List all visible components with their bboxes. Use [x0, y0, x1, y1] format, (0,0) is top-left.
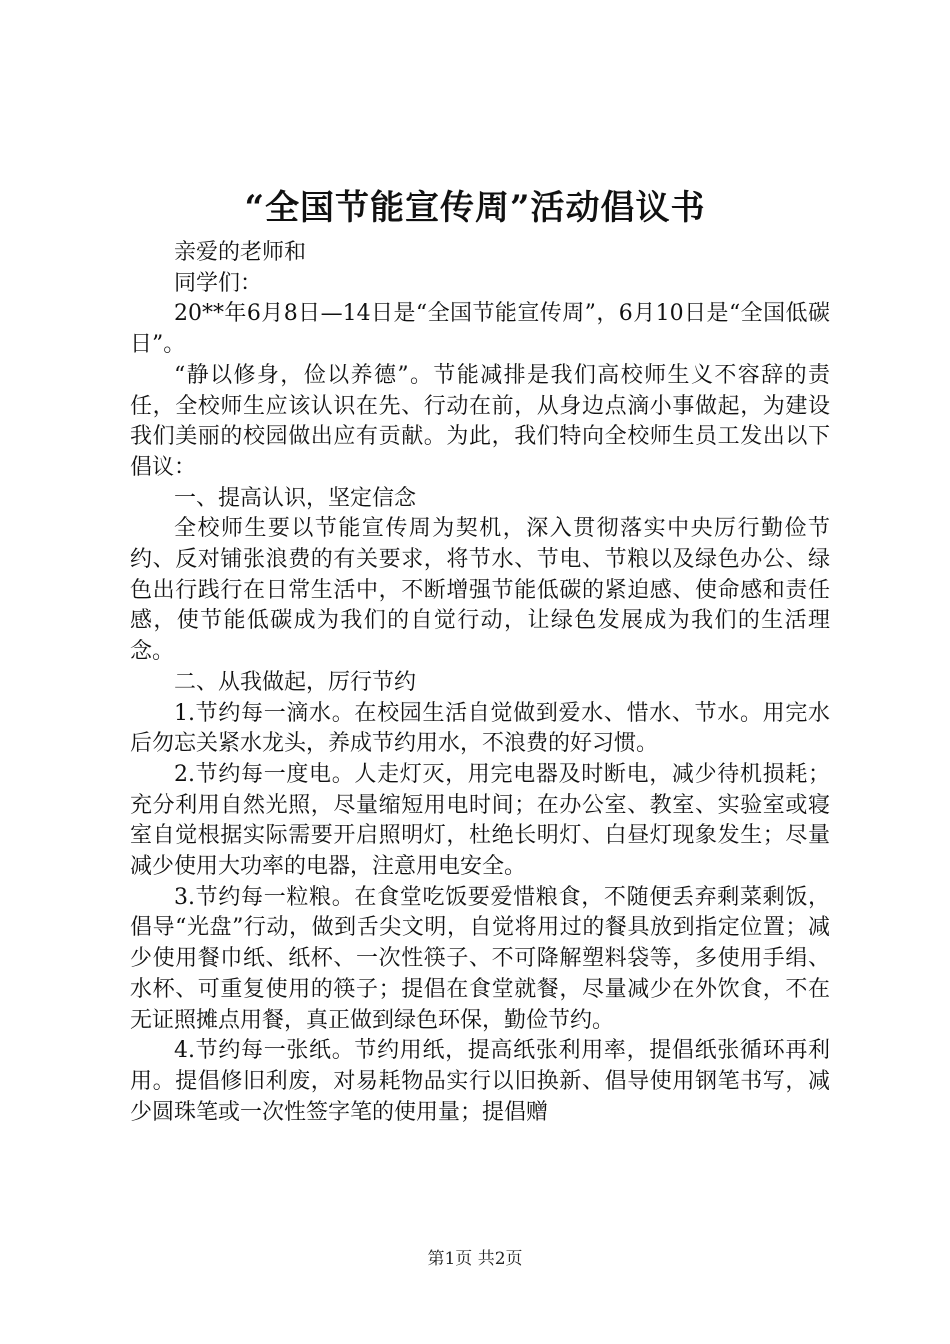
document-body [130, 238, 830, 1128]
paragraph-food: 3.节约每一粒粮。在食堂吃饭要爱惜粮食，不随便丢弃剩菜剩饭，倡导“光盘”行动，做到舌尖文明，自觉将用过的餐具放到指定位置；减少使用餐巾纸、纸杯、一次性筷子、不可降解塑料袋等，多使用手绢、水杯、可重复使用的筷子；提倡在食堂就餐，尽量减少在外饮食，不在无证照摊点用餐，真正做到绿色环保，勤俭节约。 [130, 884, 830, 1033]
page-footer: 第1页 共2页 [427, 1249, 523, 1269]
paragraph-section-1: 全校师生要以节能宣传周为契机，深入贯彻落实中央厉行勤俭节约、反对铺张浪费的有关要求，将节水、节电、节粮以及绿色办公、绿色出行践行在日常生活中，不断增强节能低碳的紧迫感、使命感和责任感，使节能低碳成为我们的自觉行动，让绿色发展成为我们的生活理念。 [130, 516, 830, 665]
salutation-line-2: 同学们： [174, 270, 263, 296]
paragraph-intro: “静以修身，俭以养德”。节能减排是我们高校师生义不容辞的责任，全校师生应该认识在先、行动在前，从身边点滴小事做起，为建设我们美丽的校园做出应有贡献。为此，我们特向全校师生员工发出以下倡议： [130, 362, 830, 480]
heading-section-2: 二、从我做起，厉行节约 [174, 669, 417, 695]
paragraph-electricity: 2.节约每一度电。人走灯灭，用完电器及时断电，减少待机损耗；充分利用自然光照，尽量缩短用电时间；在办公室、教室、实验室或寝室自觉根据实际需要开启照明灯，杜绝长明灯、白昼灯现象发生；尽量减少使用大功率的电器，注意用电安全。 [130, 761, 830, 880]
paragraph-date: 20**年6月8日—14日是“全国节能宣传周”，6月10日是“全国低碳日”。 [130, 301, 830, 358]
paragraph-water: 1.节约每一滴水。在校园生活自觉做到爱水、惜水、节水。用完水后勿忘关紧水龙头，养成节约用水，不浪费的好习惯。 [130, 700, 830, 757]
document-title: “全国节能宣传周”活动倡议书 [244, 188, 706, 228]
heading-section-1: 一、提高认识，坚定信念 [174, 485, 417, 511]
salutation-line-1: 亲爱的老师和 [174, 240, 307, 265]
paragraph-paper: 4.节约每一张纸。节约用纸，提高纸张利用率，提倡纸张循环再利用。提倡修旧利废，对易耗物品实行以旧换新、倡导使用钢笔书写，减少圆珠笔或一次性签字笔的使用量；提倡赠 [130, 1038, 830, 1125]
